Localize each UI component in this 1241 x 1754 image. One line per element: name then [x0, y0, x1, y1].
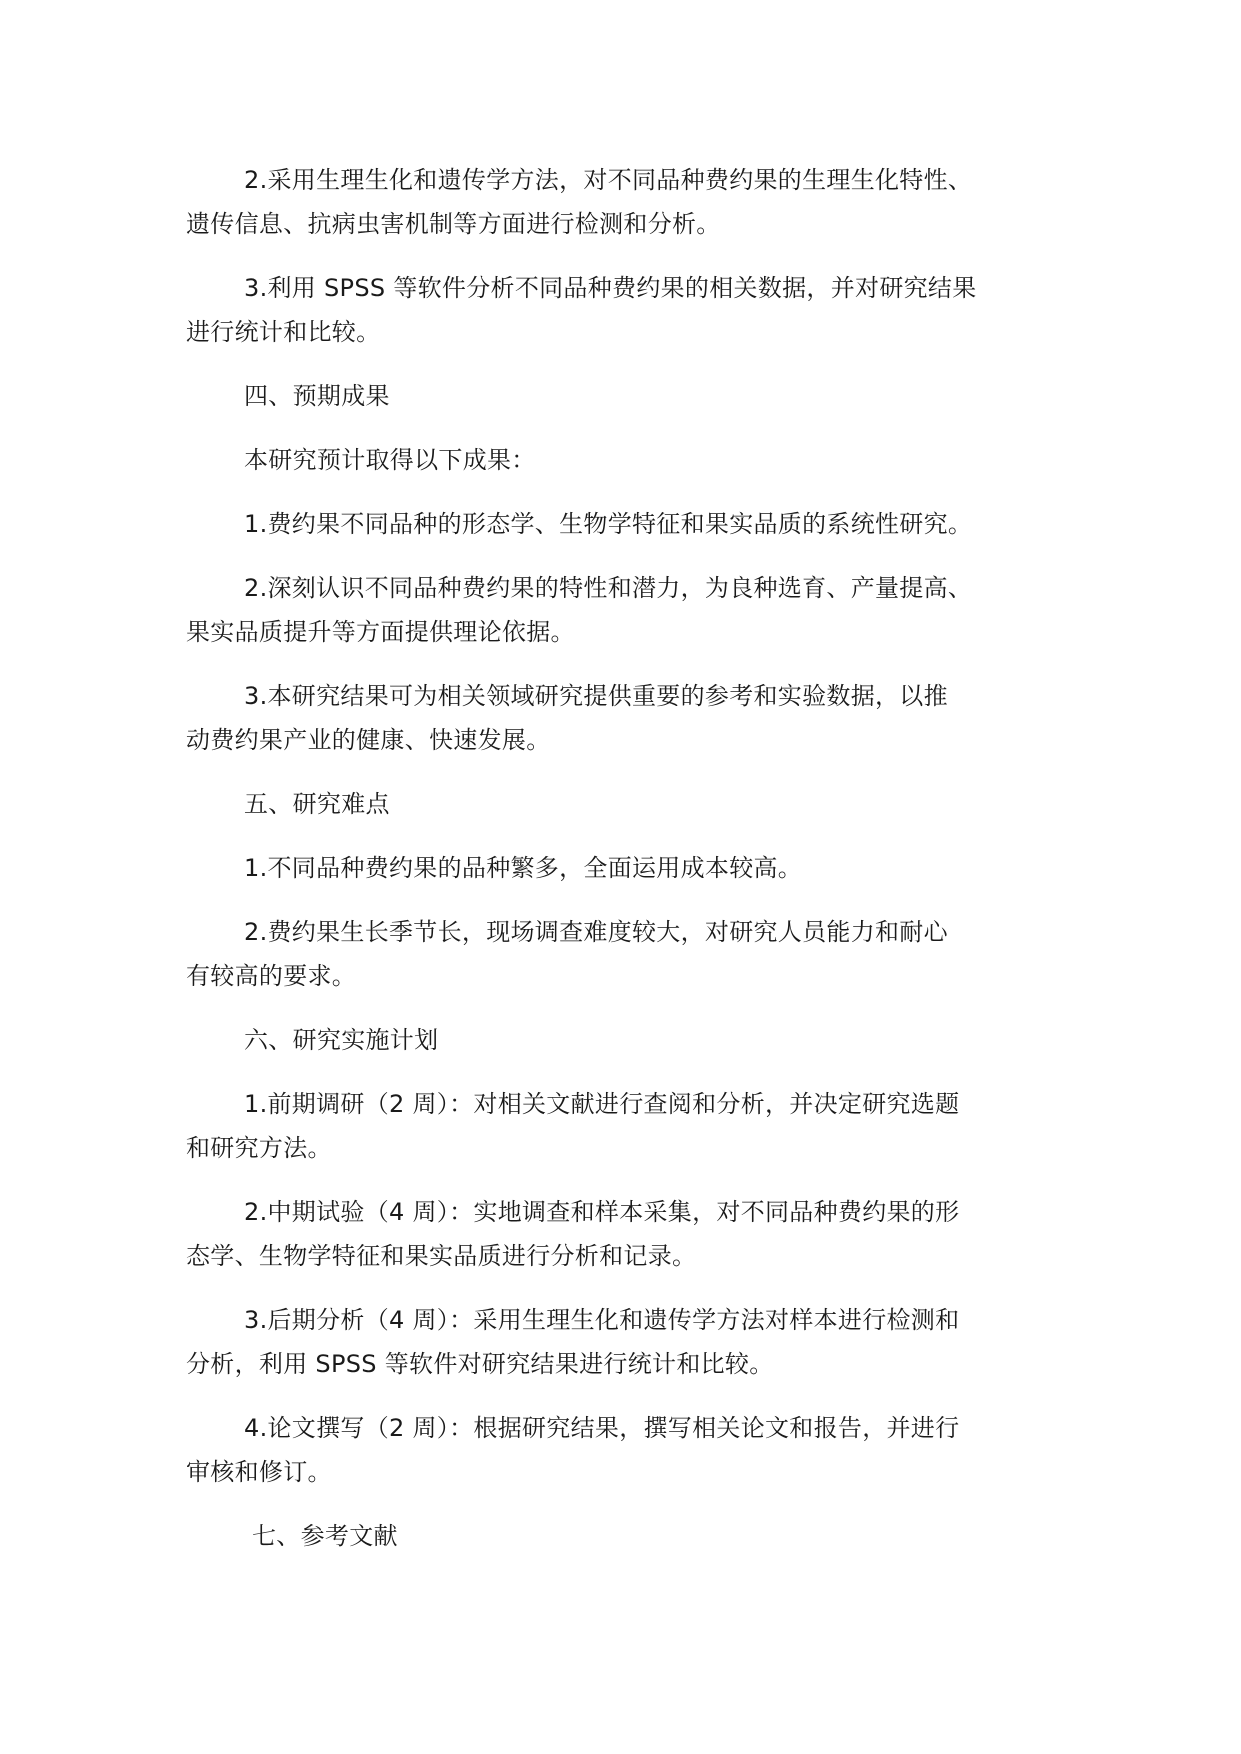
paragraph-line: 2.费约果生长季节长，现场调查难度较大，对研究人员能力和耐心	[244, 918, 948, 946]
paragraph-line: 1.前期调研（2 周）：对相关文献进行查阅和分析，并决定研究选题	[244, 1090, 960, 1118]
paragraph-difficulty-2	[186, 910, 1066, 998]
paragraph-results-intro	[186, 438, 1066, 482]
paragraph-line: 2.中期试验（4 周）：实地调查和样本采集，对不同品种费约果的形	[244, 1198, 960, 1226]
paragraph-method-2	[186, 158, 1066, 246]
paragraph-difficulty-1	[186, 846, 1066, 890]
paragraph-plan-4	[186, 1406, 1066, 1494]
paragraph-plan-3	[186, 1298, 1066, 1386]
paragraph-line: 1.不同品种费约果的品种繁多，全面运用成本较高。	[244, 854, 803, 882]
paragraph-method-3	[186, 266, 1066, 354]
paragraph-plan-2	[186, 1190, 1066, 1278]
paragraph-line: 3.后期分析（4 周）：采用生理生化和遗传学方法对样本进行检测和	[244, 1306, 960, 1334]
paragraph-line: 有较高的要求。	[186, 962, 357, 990]
paragraph-line: 3.本研究结果可为相关领域研究提供重要的参考和实验数据，以推	[244, 682, 948, 710]
heading-text: 六、研究实施计划	[244, 1026, 439, 1054]
paragraph-line: 1.费约果不同品种的形态学、生物学特征和果实品质的系统性研究。	[244, 510, 973, 538]
paragraph-line: 3.利用 SPSS 等软件分析不同品种费约果的相关数据，并对研究结果	[244, 274, 977, 302]
paragraph-line: 果实品质提升等方面提供理论依据。	[186, 618, 575, 646]
paragraph-result-3	[186, 674, 1066, 762]
paragraph-line: 动费约果产业的健康、快速发展。	[186, 726, 551, 754]
section-heading-expected-results	[186, 374, 1066, 418]
paragraph-result-2	[186, 566, 1066, 654]
section-heading-implementation-plan	[186, 1018, 1066, 1062]
paragraph-line: 2.深刻认识不同品种费约果的特性和潜力，为良种选育、产量提高、	[244, 574, 973, 602]
paragraph-line: 4.论文撰写（2 周）：根据研究结果，撰写相关论文和报告，并进行	[244, 1414, 960, 1442]
section-heading-difficulties	[186, 782, 1066, 826]
paragraph-line: 分析，利用 SPSS 等软件对研究结果进行统计和比较。	[186, 1350, 774, 1378]
paragraph-line: 审核和修订。	[186, 1458, 332, 1486]
section-heading-references	[186, 1514, 1066, 1558]
paragraph-line: 遗传信息、抗病虫害机制等方面进行检测和分析。	[186, 210, 721, 238]
paragraph-line: 本研究预计取得以下成果：	[244, 446, 536, 474]
paragraph-line: 进行统计和比较。	[186, 318, 381, 346]
heading-text: 四、预期成果	[244, 382, 390, 410]
heading-text: 七、参考文献	[252, 1522, 398, 1550]
paragraph-line: 2.采用生理生化和遗传学方法，对不同品种费约果的生理生化特性、	[244, 166, 973, 194]
paragraph-result-1	[186, 502, 1066, 546]
document-body	[186, 158, 1066, 1578]
paragraph-plan-1	[186, 1082, 1066, 1170]
heading-text: 五、研究难点	[244, 790, 390, 818]
paragraph-line: 态学、生物学特征和果实品质进行分析和记录。	[186, 1242, 697, 1270]
paragraph-line: 和研究方法。	[186, 1134, 332, 1162]
